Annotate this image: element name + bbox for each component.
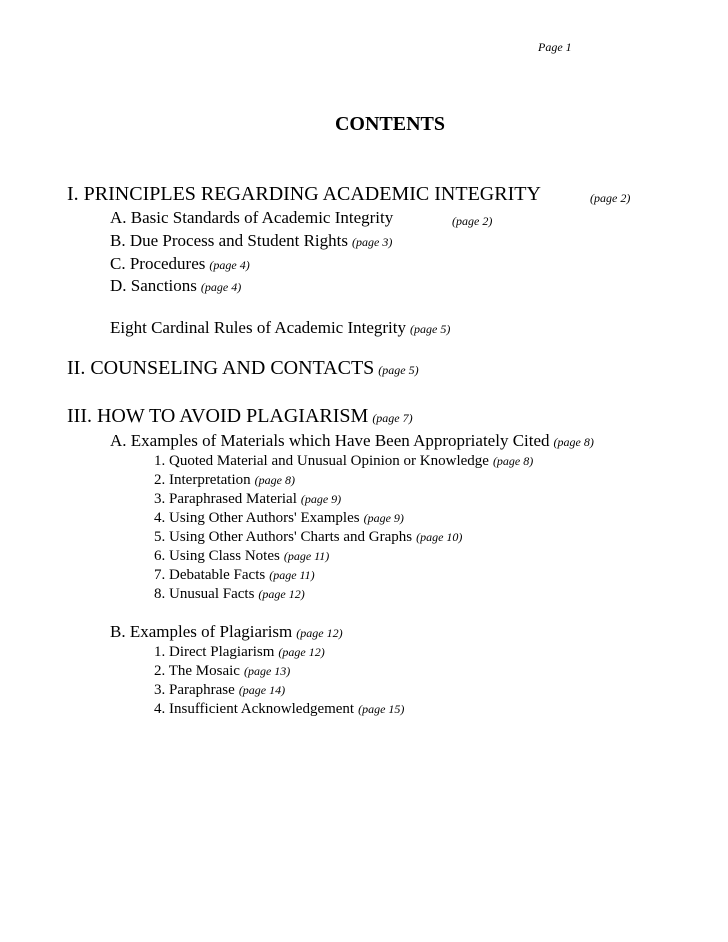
toc-page-ref: (page 13) (243, 664, 291, 678)
toc-page-ref: (page 3) (352, 235, 393, 249)
toc-section-3 (67, 405, 413, 428)
toc-subentry (154, 682, 285, 699)
toc-entry-1b (110, 231, 392, 251)
toc-entry-1d (110, 276, 241, 296)
toc-entry-3a (110, 431, 594, 451)
toc-entry-title: B. Examples of Plagiarism (110, 622, 293, 641)
toc-page-ref: (page 11) (283, 549, 330, 563)
toc-subentry-title: 5. Using Other Authors' Charts and Graphs (154, 529, 413, 545)
toc-subentry (154, 529, 462, 546)
toc-subentry (154, 491, 341, 508)
toc-entry-3b (110, 622, 343, 642)
toc-subentry-title: 6. Using Class Notes (154, 548, 280, 564)
page-number: Page 1 (538, 40, 572, 54)
toc-subentry-title: 2. Interpretation (154, 472, 251, 488)
toc-page-ref: (page 12) (296, 626, 343, 640)
toc-subentry-title: 8. Unusual Facts (154, 586, 255, 602)
toc-subentry-title: 7. Debatable Facts (154, 567, 266, 583)
toc-subentry-title: 2. The Mosaic (154, 663, 240, 679)
toc-subentry-title: 4. Insufficient Acknowledgement (154, 701, 355, 717)
toc-page-ref: (page 10) (416, 530, 463, 544)
toc-section-1 (67, 183, 541, 206)
toc-entry-title: A. Examples of Materials which Have Been Appropriately Cited (110, 431, 550, 450)
page-title: CONTENTS (334, 113, 446, 135)
toc-section-title: II. COUNSELING AND CONTACTS (67, 357, 375, 379)
toc-section-2 (67, 357, 419, 380)
toc-subentry (154, 586, 305, 603)
toc-entry-title: A. Basic Standards of Academic Integrity (110, 208, 394, 227)
toc-entry-1a (110, 208, 393, 228)
toc-page-ref: (page 8) (553, 435, 594, 449)
toc-subentry (154, 548, 329, 565)
toc-section-title: III. HOW TO AVOID PLAGIARISM (67, 405, 369, 427)
toc-entry-title: D. Sanctions (110, 276, 197, 295)
toc-subentry-title: 4. Using Other Authors' Examples (154, 510, 360, 526)
toc-page-ref: (page 9) (300, 492, 342, 506)
toc-entry-title: C. Procedures (110, 254, 206, 273)
toc-subentry (154, 663, 290, 680)
toc-page-ref: (page 5) (410, 322, 451, 336)
toc-subentry (154, 701, 404, 718)
toc-subentry-title: 3. Paraphrase (154, 682, 235, 698)
toc-page-ref: (page 2) (590, 191, 631, 205)
toc-entry-title: Eight Cardinal Rules of Academic Integrity (110, 318, 407, 337)
toc-entry-1c (110, 254, 250, 274)
toc-subentry (154, 567, 315, 584)
toc-page-ref: (page 5) (378, 363, 419, 377)
toc-page-ref: (page 8) (254, 473, 295, 487)
toc-page-ref: (page 2) (452, 214, 493, 228)
toc-subentry (154, 644, 325, 661)
toc-entry-title: B. Due Process and Student Rights (110, 231, 348, 250)
toc-subentry-title: 3. Paraphrased Material (154, 491, 297, 507)
toc-page-ref: (page 15) (358, 702, 405, 716)
toc-page-ref: (page 9) (363, 511, 404, 525)
toc-page-ref: (page 12) (278, 645, 325, 659)
toc-page-ref: (page 12) (258, 587, 305, 601)
toc-subentry (154, 472, 295, 489)
toc-entry-cardinal-rules (110, 318, 450, 338)
toc-subentry-title: 1. Direct Plagiarism (154, 644, 275, 660)
toc-page-ref: (page 11) (269, 568, 315, 582)
toc-page-ref: (page 7) (372, 411, 413, 425)
toc-page-ref: (page 4) (209, 258, 250, 272)
toc-subentry (154, 510, 404, 527)
toc-page-ref: (page 8) (492, 454, 534, 468)
toc-subentry (154, 453, 533, 470)
toc-page-ref: (page 4) (200, 280, 242, 294)
toc-page-ref: (page 14) (238, 683, 286, 697)
toc-section-title: I. PRINCIPLES REGARDING ACADEMIC INTEGRITY (67, 183, 541, 205)
toc-subentry-title: 1. Quoted Material and Unusual Opinion or Knowledge (154, 453, 489, 469)
